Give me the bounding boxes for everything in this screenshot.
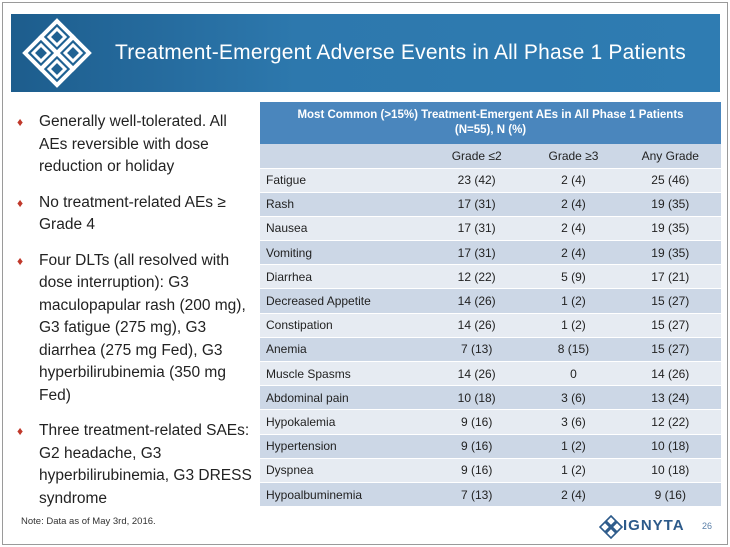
table-row [260, 362, 721, 386]
table-cell: 15 (27) [620, 313, 721, 337]
table-cell: 14 (26) [426, 289, 527, 313]
table-cell: 10 (18) [620, 434, 721, 458]
table-cell: 13 (24) [620, 386, 721, 410]
table-cell: 2 (4) [527, 216, 619, 240]
column-header: Grade ≤2 [426, 144, 527, 168]
column-header-row [260, 144, 721, 168]
ignyta-footer-logo-icon [599, 515, 623, 539]
adverse-event-name: Decreased Appetite [260, 289, 426, 313]
diamond-bullet-icon: ♦ [17, 253, 24, 268]
table-cell: 23 (42) [426, 168, 527, 192]
bullet-list [17, 111, 257, 523]
table-cell: 9 (16) [426, 410, 527, 434]
table-cell: 19 (35) [620, 216, 721, 240]
adverse-event-name: Anemia [260, 337, 426, 361]
table-row [260, 289, 721, 313]
table-title-line: Most Common (>15%) Treatment-Emergent AEs in All Phase 1 Patients [297, 108, 684, 121]
table-cell: 10 (18) [620, 458, 721, 482]
table-cell: 2 (4) [527, 168, 619, 192]
table-cell: 17 (31) [426, 192, 527, 216]
brand-wordmark: IGNYTA [623, 517, 685, 534]
table-cell: 1 (2) [527, 434, 619, 458]
table-row [260, 458, 721, 482]
table-cell: 2 (4) [527, 241, 619, 265]
table-row [260, 482, 721, 506]
table-cell: 2 (4) [527, 192, 619, 216]
adverse-event-name: Hypertension [260, 434, 426, 458]
table-cell: 1 (2) [527, 289, 619, 313]
ae-table-container [260, 102, 721, 507]
page-number: 26 [702, 521, 713, 531]
adverse-event-name: Hypokalemia [260, 410, 426, 434]
table-row [260, 192, 721, 216]
title-banner [11, 14, 720, 92]
bullet-item [17, 192, 257, 237]
table-cell: 8 (15) [527, 337, 619, 361]
table-cell: 9 (16) [426, 458, 527, 482]
adverse-event-name: Nausea [260, 216, 426, 240]
table-cell: 0 [527, 362, 619, 386]
slide [2, 2, 728, 545]
table-cell: 14 (26) [426, 313, 527, 337]
bullet-item [17, 420, 257, 510]
adverse-event-name: Abdominal pain [260, 386, 426, 410]
adverse-event-name: Dyspnea [260, 458, 426, 482]
table-cell: 14 (26) [426, 362, 527, 386]
table-cell: 3 (6) [527, 386, 619, 410]
diamond-bullet-icon: ♦ [17, 195, 24, 210]
bullet-text: Generally well-tolerated. All AEs reversible with dose reduction or holiday [39, 113, 227, 175]
slide-title: Treatment-Emergent Adverse Events in All Phase 1 Patients [115, 41, 686, 64]
table-cell: 7 (13) [426, 482, 527, 506]
table-row [260, 313, 721, 337]
table-cell: 15 (27) [620, 337, 721, 361]
table-cell: 17 (31) [426, 216, 527, 240]
column-header [260, 144, 426, 168]
table-title [260, 102, 721, 144]
ignyta-logo-icon [21, 17, 93, 89]
table-cell: 1 (2) [527, 458, 619, 482]
table-cell: 17 (21) [620, 265, 721, 289]
diamond-bullet-icon: ♦ [17, 115, 24, 129]
table-cell: 9 (16) [426, 434, 527, 458]
table-cell: 9 (16) [620, 482, 721, 506]
table-cell: 17 (31) [426, 241, 527, 265]
table-title-line: (N=55), N (%) [454, 123, 527, 136]
bullet-text: Three treatment-related SAEs: G2 headache, G3 hyperbilirubinemia, G3 DRESS syndrome [39, 422, 252, 507]
adverse-event-name: Diarrhea [260, 265, 426, 289]
adverse-event-name: Constipation [260, 313, 426, 337]
table-body [260, 144, 721, 507]
adverse-event-name: Fatigue [260, 168, 426, 192]
table-row [260, 434, 721, 458]
bullet-text: No treatment-related AEs ≥ Grade 4 [39, 193, 226, 233]
adverse-event-name: Vomiting [260, 241, 426, 265]
adverse-event-name: Hypoalbuminemia [260, 482, 426, 506]
table-cell: 10 (18) [426, 386, 527, 410]
table-row [260, 241, 721, 265]
table-cell: 12 (22) [620, 410, 721, 434]
table-row [260, 337, 721, 361]
ae-table [260, 102, 721, 507]
table-cell: 3 (6) [527, 410, 619, 434]
table-row [260, 386, 721, 410]
diamond-bullet-icon: ♦ [17, 424, 24, 438]
column-header: Any Grade [620, 144, 721, 168]
table-cell: 15 (27) [620, 289, 721, 313]
table-cell: 5 (9) [527, 265, 619, 289]
column-header: Grade ≥3 [527, 144, 619, 168]
table-cell: 14 (26) [620, 362, 721, 386]
table-cell: 19 (35) [620, 192, 721, 216]
table-cell: 19 (35) [620, 241, 721, 265]
table-row [260, 216, 721, 240]
adverse-event-name: Rash [260, 192, 426, 216]
table-row [260, 410, 721, 434]
table-cell: 12 (22) [426, 265, 527, 289]
adverse-event-name: Muscle Spasms [260, 362, 426, 386]
table-cell: 25 (46) [620, 168, 721, 192]
bullet-item [17, 111, 257, 179]
bullet-item [17, 250, 257, 408]
footnote: Note: Data as of May 3rd, 2016. [21, 516, 156, 527]
bullet-text: Four DLTs (all resolved with dose interruption): G3 maculopapular rash (200 mg), G3 fatigue (275 mg), G3 diarrhea (275 mg Fed), G3 hyperbilirubinemia (350 mg Fed) [39, 251, 246, 404]
table-cell: 7 (13) [426, 337, 527, 361]
table-row [260, 168, 721, 192]
table-row [260, 265, 721, 289]
table-cell: 2 (4) [527, 482, 619, 506]
table-cell: 1 (2) [527, 313, 619, 337]
